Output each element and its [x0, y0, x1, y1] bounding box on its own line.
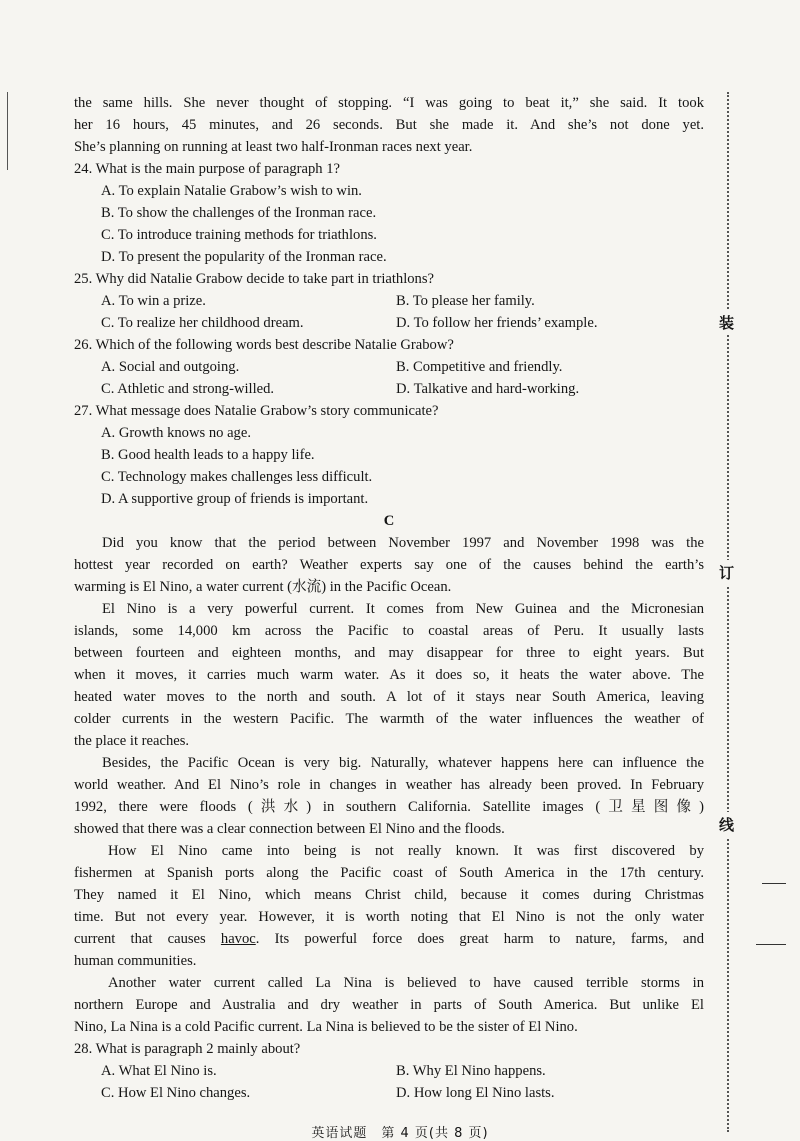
option-a[interactable]: A. To win a prize. — [101, 293, 206, 309]
question-28 — [74, 1038, 704, 1104]
binding-mark-zhuang: 装 — [719, 310, 734, 335]
paragraph-1 — [74, 532, 704, 598]
text-line: warming is El Nino, a water current (水流) in the Pacific Ocean. — [74, 579, 452, 595]
binding-line — [727, 92, 729, 1132]
page-footer: 英语试题 第 4 页(共 8 页) — [311, 1126, 489, 1141]
text-line: Besides, the Pacific Ocean is very big. Naturally, whatever happens here can influence the — [102, 755, 704, 771]
text-line: the place it reaches. — [74, 733, 190, 749]
option-c[interactable]: C. How El Nino changes. — [101, 1085, 251, 1101]
question-stem: 25. Why did Natalie Grabow decide to take part in triathlons? — [74, 271, 435, 287]
question-24 — [74, 158, 704, 268]
text-line: Another water current called La Nina is believed to have caused terrible storms in — [108, 975, 704, 991]
text-line: Did you know that the period between November 1997 and November 1998 was the — [102, 535, 704, 551]
text-line: showed that there was a clear connection between El Nino and the floods. — [74, 821, 505, 837]
text-line: her 16 hours, 45 minutes, and 26 seconds. But she made it. And she’s not done yet. — [74, 117, 704, 133]
option-b[interactable]: B. Competitive and friendly. — [396, 359, 563, 375]
paragraph-4 — [74, 840, 704, 972]
question-27 — [74, 400, 704, 510]
text-line: How El Nino came into being is not really known. It was first discovered by — [108, 843, 704, 859]
text-line: They named it El Nino, which means Christ child, because it comes during Christmas — [74, 887, 704, 903]
text-fragment: . Its powerful force does great harm to nature, farms, and — [255, 931, 704, 947]
option-b[interactable]: B. Good health leads to a happy life. — [101, 447, 315, 463]
text-line: colder currents in the western Pacific. The warmth of the water influences the weather of — [74, 711, 704, 727]
paragraph-5 — [74, 972, 704, 1038]
option-c[interactable]: C. Technology makes challenges less difficult. — [101, 469, 373, 485]
underlined-word: havoc — [220, 931, 256, 947]
paragraph-2 — [74, 598, 704, 752]
question-25 — [74, 268, 704, 334]
question-stem: 28. What is paragraph 2 mainly about? — [74, 1041, 301, 1057]
option-b[interactable]: B. To please her family. — [396, 293, 535, 309]
option-d[interactable]: D. A supportive group of friends is important. — [101, 491, 369, 507]
option-a[interactable]: A. What El Nino is. — [101, 1063, 217, 1079]
text-line: world weather. And El Nino’s role in changes in weather has already been proved. In February — [74, 777, 704, 793]
text-line — [74, 928, 704, 950]
option-c[interactable]: C. Athletic and strong-willed. — [101, 381, 275, 397]
text-line: the same hills. She never thought of stopping. “I was going to beat it,” she said. It took — [74, 95, 704, 111]
option-d[interactable]: D. To present the popularity of the Ironman race. — [101, 249, 387, 265]
text-line: heated water moves to the north and south. A lot of it stays near South America, leaving — [74, 689, 704, 705]
binding-mark-ding: 订 — [719, 560, 734, 585]
passage-b-end — [74, 92, 704, 158]
question-26 — [74, 334, 704, 400]
option-d[interactable]: D. To follow her friends’ example. — [396, 315, 598, 331]
text-line: El Nino is a very powerful current. It comes from New Guinea and the Micronesian — [102, 601, 704, 617]
text-line: fishermen at Spanish ports along the Pacific coast of South America in the 17th century. — [74, 865, 704, 881]
text-line: when it moves, it carries much warm water. As it does so, it heats the water above. The — [74, 667, 704, 683]
option-d[interactable]: D. Talkative and hard-working. — [396, 381, 580, 397]
binding-mark-xian: 线 — [719, 812, 734, 837]
text-line: She’s planning on running at least two half-Ironman races next year. — [74, 139, 473, 155]
text-line: 1992, there were floods (洪水) in southern California. Satellite images (卫星图像) — [74, 799, 704, 815]
paragraph-3 — [74, 752, 704, 840]
option-c[interactable]: C. To introduce training methods for triathlons. — [101, 227, 377, 243]
margin-dash — [756, 944, 786, 945]
text-line: islands, some 14,000 km across the Pacific to coastal areas of Peru. It usually lasts — [74, 623, 704, 639]
option-b[interactable]: B. To show the challenges of the Ironman race. — [101, 205, 377, 221]
question-stem: 24. What is the main purpose of paragraph 1? — [74, 161, 340, 177]
text-line: hottest year recorded on earth? Weather experts say one of the causes behind the earth’s — [74, 557, 704, 573]
text-line: northern Europe and Australia and dry weather in parts of South America. But unlike El — [74, 997, 704, 1013]
exam-page — [74, 92, 704, 1104]
text-fragment: current that causes — [74, 931, 221, 947]
margin-dash — [762, 883, 786, 884]
option-a[interactable]: A. Growth knows no age. — [101, 425, 251, 441]
option-a[interactable]: A. Social and outgoing. — [101, 359, 240, 375]
question-stem: 26. Which of the following words best describe Natalie Grabow? — [74, 337, 454, 353]
question-stem: 27. What message does Natalie Grabow’s story communicate? — [74, 403, 439, 419]
section-heading: C — [383, 513, 395, 529]
text-line: Nino, La Nina is a cold Pacific current. La Nina is believed to be the sister of El Nino. — [74, 1019, 578, 1035]
option-d[interactable]: D. How long El Nino lasts. — [396, 1085, 555, 1101]
margin-rule — [7, 92, 8, 170]
text-line: human communities. — [74, 953, 197, 969]
text-line: time. But not every year. However, it is worth noting that El Nino is not the only water — [74, 909, 704, 925]
option-b[interactable]: B. Why El Nino happens. — [396, 1063, 546, 1079]
option-a[interactable]: A. To explain Natalie Grabow’s wish to win. — [101, 183, 362, 199]
passage-c — [74, 532, 704, 1038]
option-c[interactable]: C. To realize her childhood dream. — [101, 315, 304, 331]
text-line: between fourteen and eighteen months, and may disappear for three to eight years. But — [74, 645, 704, 661]
